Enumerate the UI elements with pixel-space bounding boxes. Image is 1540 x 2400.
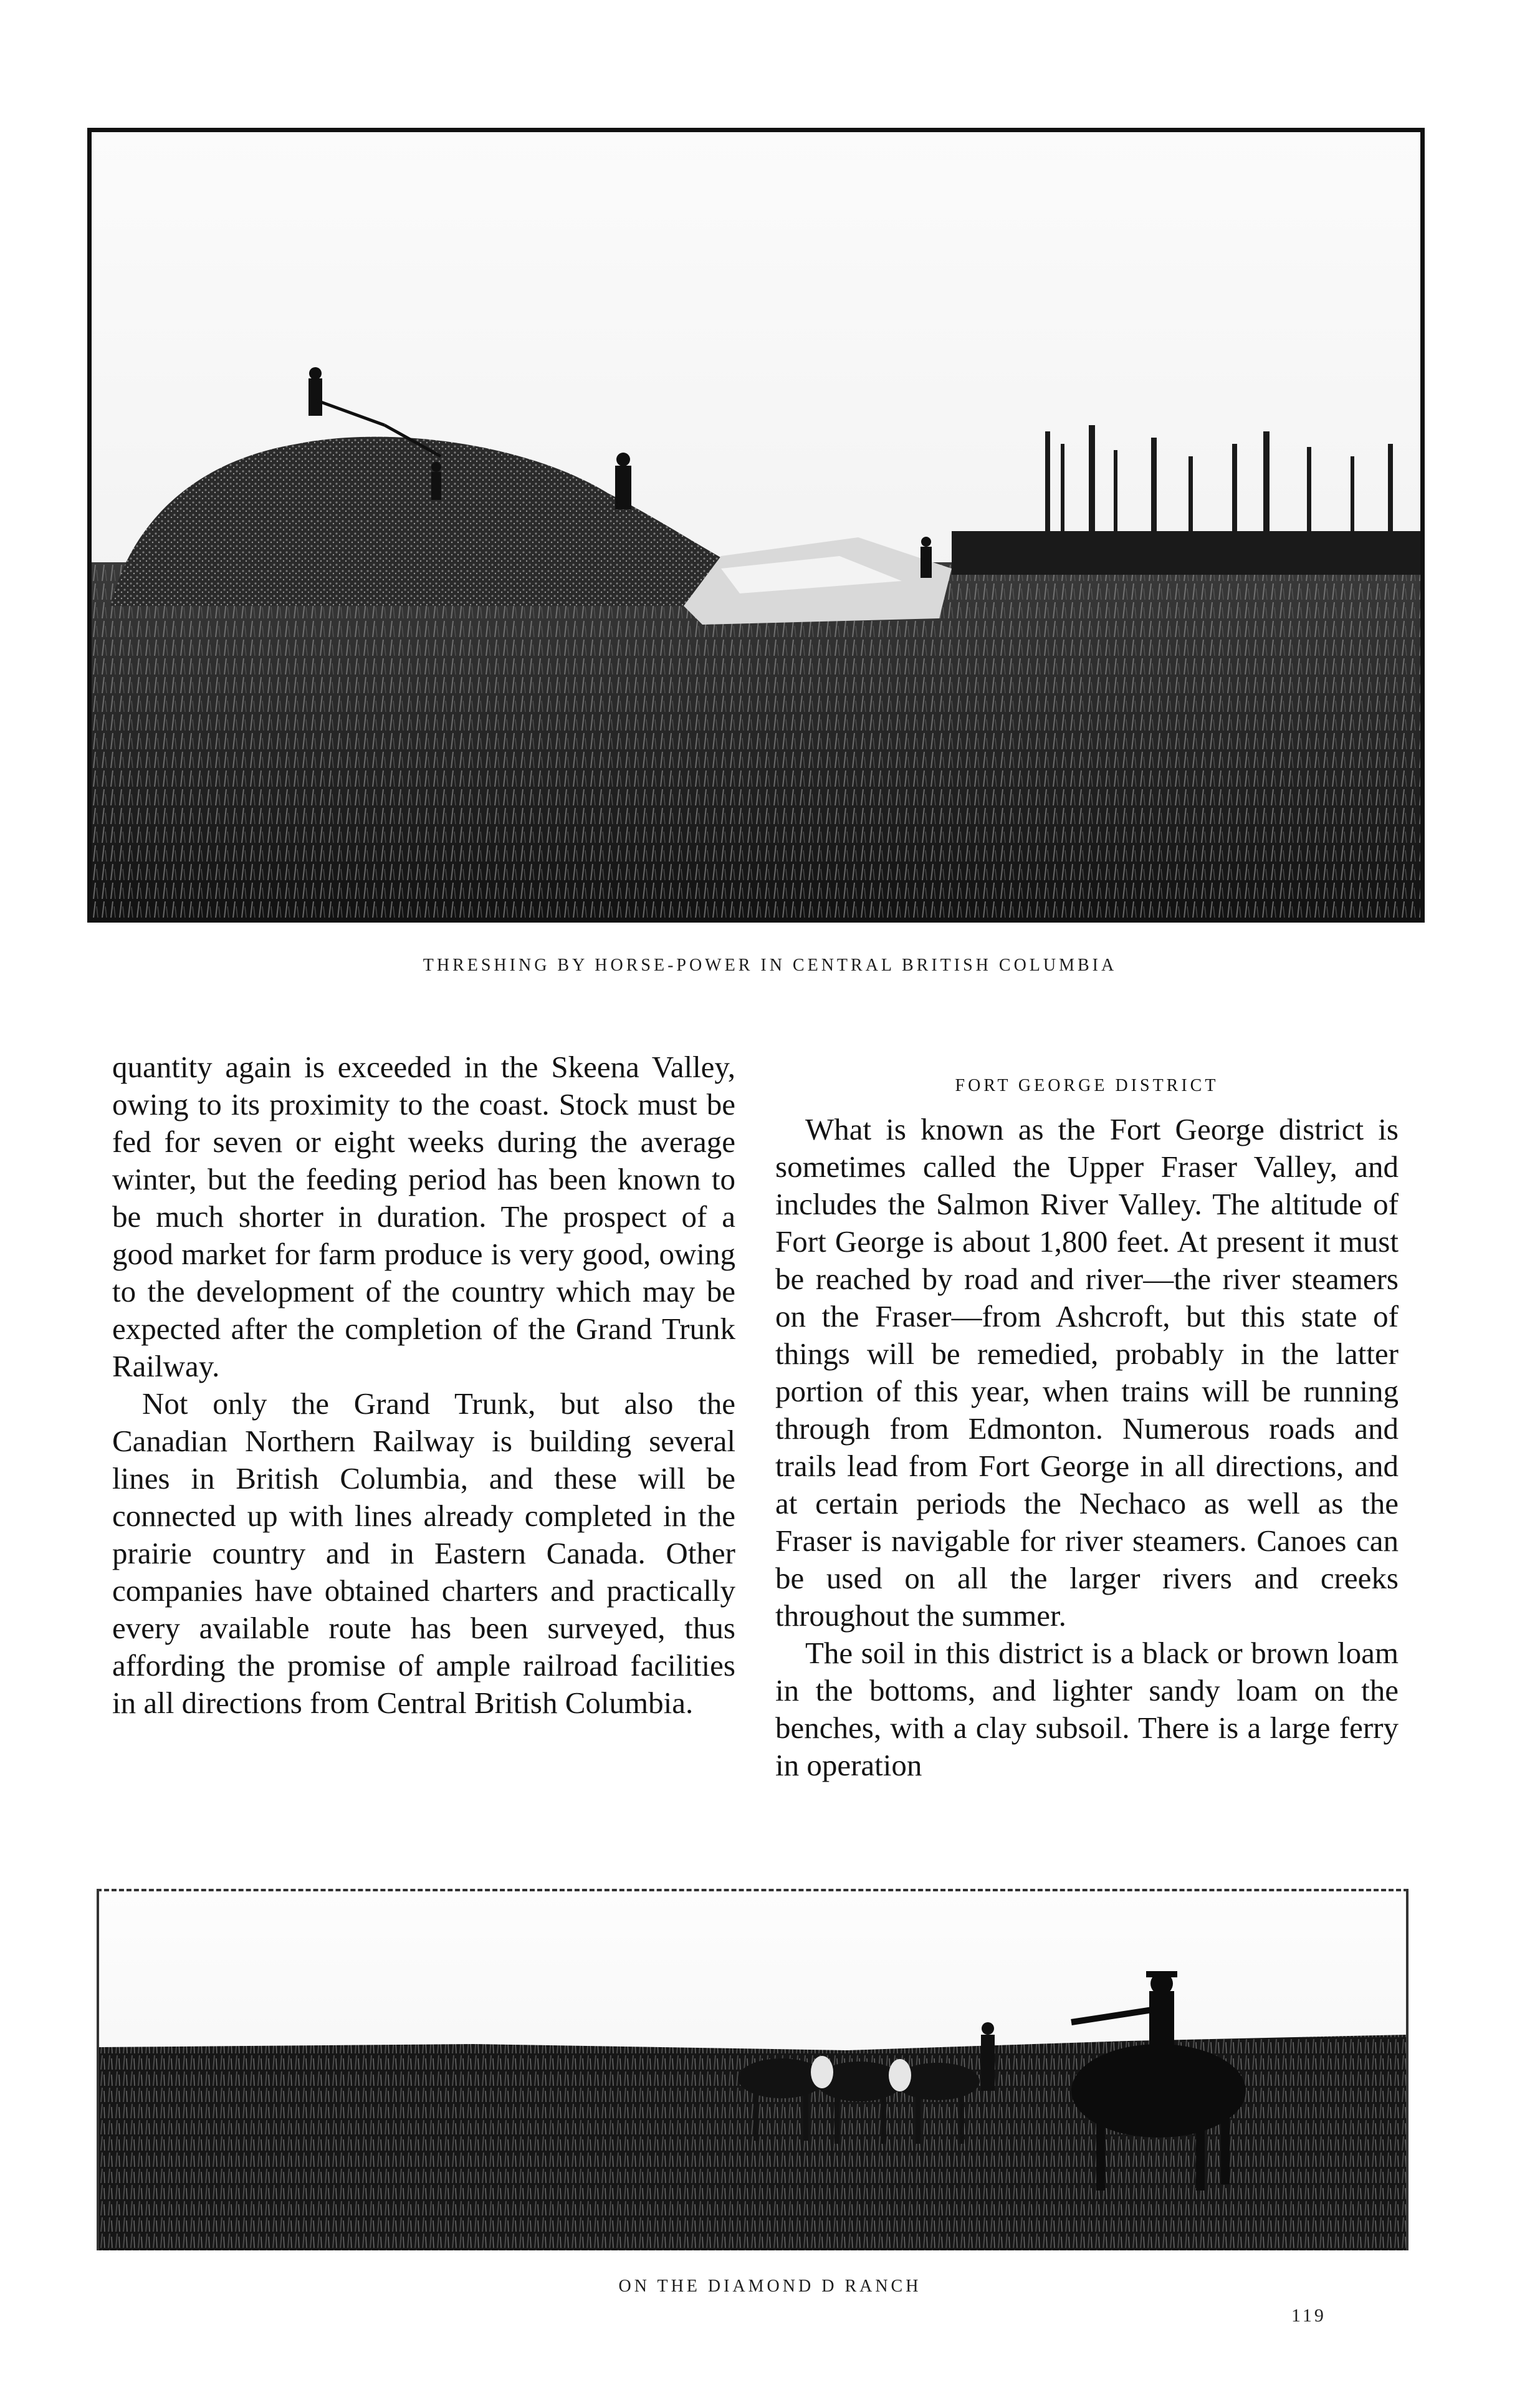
left-column (112, 1049, 735, 1722)
left-paragraph-2: Not only the Grand Trunk, but also the Canadian Northern Railway is building several lines in British Columbia, and these will be connected up with lines already completed in the prairie country and in Eastern Canada. Other companies have obtained charters and practically every available route has been surveyed, thus affording the promise of ample railroad facilities in all directions from Central British Columbia. (112, 1386, 735, 1720)
right-column (775, 1073, 1399, 1784)
right-paragraph-2: The soil in this district is a black or brown loam in the bottoms, and lighter sandy loam on the benches, with a clay subsoil. There is a large ferry in operation (775, 1636, 1399, 1782)
ranch-photo-image (99, 1891, 1406, 2250)
threshing-photo-image (92, 132, 1420, 918)
section-heading: FORT GEORGE DISTRICT (955, 1076, 1219, 1095)
ranch-photo (97, 1889, 1408, 2250)
right-paragraph-1: What is known as the Fort George district is sometimes called the Upper Fraser Valley, and includes the Salmon River Valley. The altitude of Fort George is about 1,800 feet. At present it must be reached by road and river—the river steamers on the Fraser—from Ashcroft, but this state of things will be remedied, probably in the latter portion of this year, when trains will be running through from Edmonton. Numerous roads and trails lead from Fort George in all directions, and at certain periods the Nechaco as well as the Fraser is navigable for river steamers. Canoes can be used on all the larger rivers and creeks throughout the summer. (775, 1112, 1399, 1633)
bottom-figure-caption: ON THE DIAMOND D RANCH (618, 2277, 922, 2296)
left-paragraph-1: quantity again is exceeded in the Skeena Valley, owing to its proximity to the coast. Stock must be fed for seven or eight weeks during the average winter, but the feeding period has been known to be much shorter in duration. The prospect of a good market for farm produce is very good, owing to the development of the country which may be expected after the completion of the Grand Trunk Railway. (112, 1050, 735, 1383)
top-figure-caption: THRESHING BY HORSE-POWER IN CENTRAL BRITISH COLUMBIA (423, 956, 1117, 975)
threshing-photo (87, 128, 1425, 923)
page-number: 119 (1291, 2305, 1326, 2326)
